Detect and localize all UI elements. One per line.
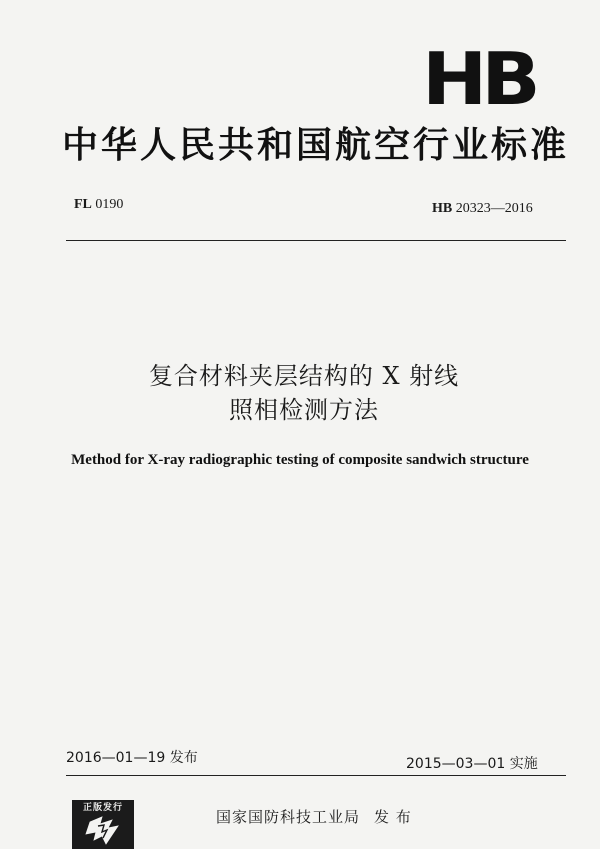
classification-code [74,196,123,214]
seal-emblem-icon [72,800,134,849]
title-en: Method for X-ray radiographic testing of composite sandwich structure [71,452,529,468]
seal-text: 正版发行 [82,803,123,813]
publisher-name: 国家国防科技工业局 [216,808,361,826]
footer-divider [66,775,566,776]
publisher-label: 发 布 [374,808,412,826]
org-title: 中华人民共和国航空行业标准 [62,125,570,166]
implement-date [406,755,538,773]
classification-prefix: FL [74,197,92,212]
implement-date-label: 实施 [509,756,538,772]
header-divider [66,240,566,241]
hb-logo: HB [422,38,535,122]
issue-date-label: 发布 [169,750,198,766]
title-cn-line2: 照相检测方法 [229,396,379,424]
standard-code [432,200,533,218]
distribution-seal [72,800,134,849]
standard-code-prefix: HB [432,201,453,216]
standard-code-number: 20323—2016 [455,201,533,216]
title-cn-line1: 复合材料夹层结构的 X 射线 [148,362,460,390]
issue-date [66,749,198,767]
issue-date-value: 2016—01—19 [66,750,166,766]
implement-date-value: 2015—03—01 [406,756,506,772]
publisher [216,807,412,827]
classification-number: 0190 [95,197,124,212]
